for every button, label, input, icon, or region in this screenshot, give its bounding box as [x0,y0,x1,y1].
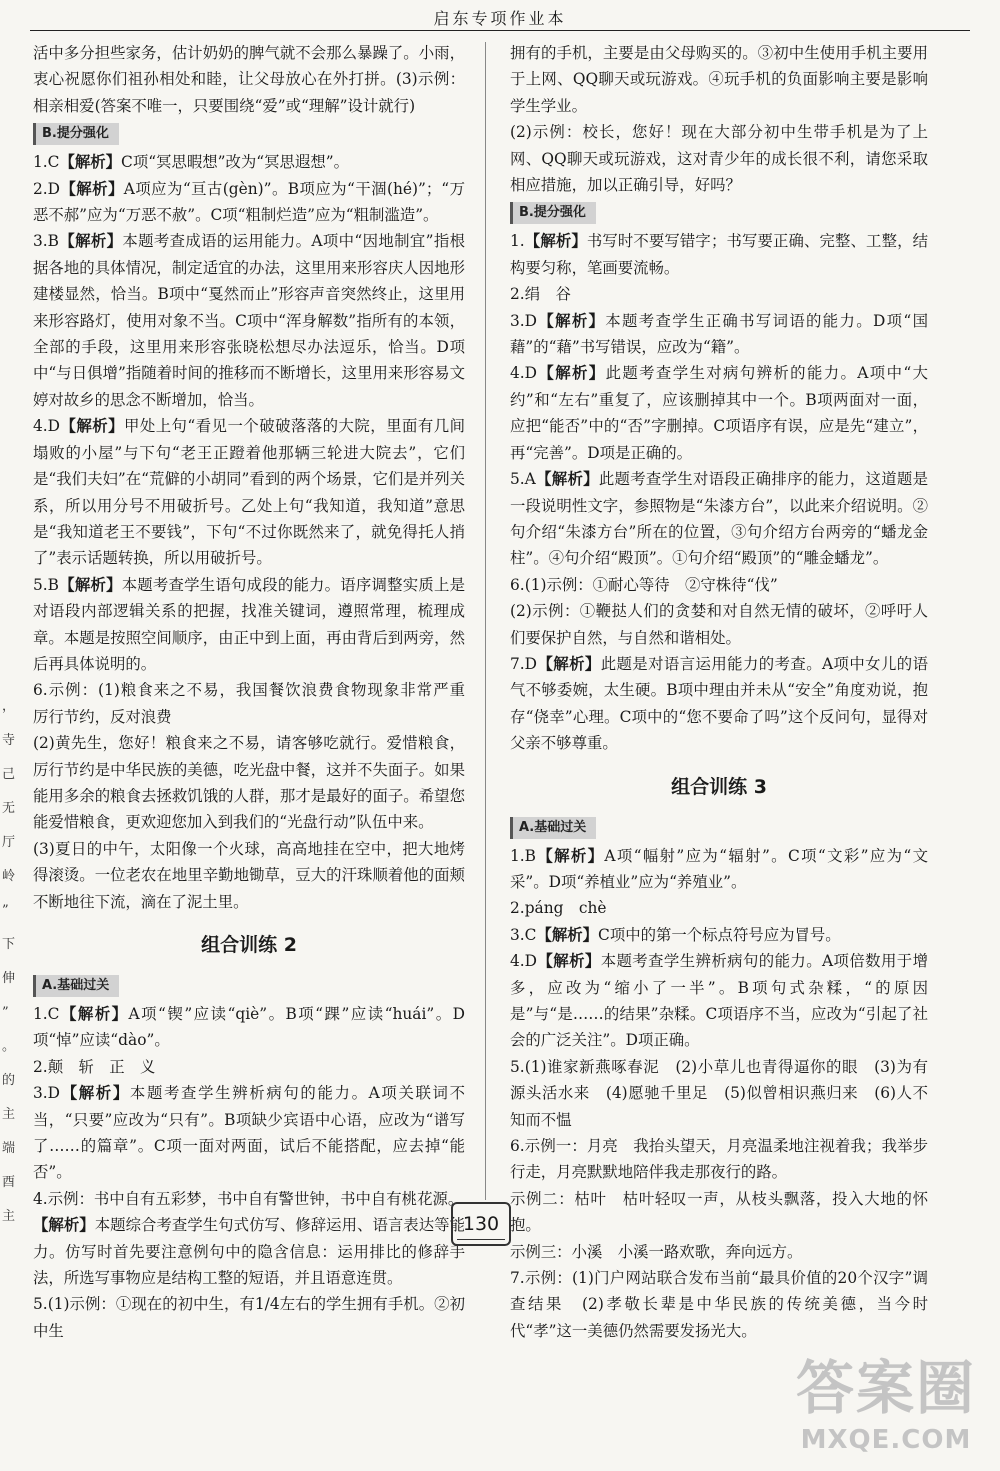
answer-number: 7.D [510,654,538,673]
margin-scrap-char: 岭 [2,869,16,884]
answer-paragraph [33,228,465,413]
answer-paragraph [510,598,928,651]
analysis-tag: 【解析】 [60,179,124,198]
answer-text: 本题考查学生正确书写词语的能力。D项“国藉”的“藉”书写错误，应改为“籍”。 [510,311,928,357]
answer-number: 5.B [33,575,59,594]
analysis-tag: 【解析】 [60,417,124,436]
analysis-tag: 【解析】 [59,1005,129,1023]
analysis-tag: 【解析】 [59,153,122,172]
answer-text: C项中的第一个标点符号应为冒号。 [598,925,841,944]
answer-paragraph [510,895,928,921]
margin-scrap-char: ， [2,699,16,714]
answer-number: 6. [510,575,525,594]
answer-text: (1)谁家新燕啄春泥 (2)小草儿也青得逼你的眼 (3)为有源头活水来 (4)愿驰千里足 (5)似曾相识燕归来 (6)人不知而不愠 [510,1057,928,1129]
answer-paragraph [33,1080,465,1186]
answer-number: 2. [510,899,525,918]
analysis-tag: 【解析】 [537,311,606,330]
margin-scrap-char: ” [2,903,9,918]
answer-text: 活中多分担些家务，估计奶奶的脾气就不会那么暴躁了。小雨，衷心祝愿你们祖孙相处和睦，让父母放心在外打拼。(3)示例：相亲相爱(答案不唯一，只要围绕“爱”或“理解”设计就行) [33,44,465,115]
answer-paragraph [510,922,928,948]
section-badge: A.基础过关 [510,817,596,839]
answer-paragraph [510,40,928,119]
answer-text: (1)示例：①耐心等待 ②守株待“伐” [524,575,778,594]
answer-number: 4.D [510,952,538,971]
answer-paragraph [510,843,928,896]
analysis-tag: 【解析】 [537,952,601,971]
answer-number: 5.A [510,470,536,489]
answer-text: 本题考查学生辨析病句的能力。A项关联词不当，“只要”应改为“只有”。B项缺少宾语中心语，应改为“谱写了……的篇章”。C项一面对两面，试后不能搭配，应去掉“能否”。 [33,1084,465,1182]
answer-text: 此题考查学生对病句辨析的能力。A项中“大约”和“左右”重复了，应该删掉其中一个。B项两面对一面，应把“能否”中的“否”字删掉。C项语序有误，应是先“建立”，再“完善”。D项是正确的。 [510,364,928,462]
answer-text: (2)示例：①鞭挞人们的贪婪和对自然无情的破坏，②呼吁人们要保护自然，与自然和谐相处。 [510,602,928,647]
answer-text: 此题是对语言运用能力的考查。A项中女儿的语气不够委婉，太生硬。B项中理由并未从“安全”角度劝说，抱存“侥幸”心理。C项中的“您不要命了吗”这个反问句，显得对父亲不够尊重。 [510,654,928,753]
answer-paragraph [33,149,465,175]
answer-paragraph [33,1186,465,1212]
analysis-tag: 【解析】 [60,1084,130,1103]
answer-number: 2.D [33,179,61,198]
answer-paragraph [510,308,928,361]
answer-text: 绢 谷 [524,285,571,304]
answer-text: (2)示例：校长，您好！现在大部分初中生带手机是为了上网、QQ聊天或玩游戏，这对青少年的成长很不利，请您采取相应措施，加以正确引导，好吗？ [510,123,928,195]
answer-paragraph [510,1265,928,1344]
section-badge-row [33,971,465,1001]
margin-scrap-char: 主 [2,1107,16,1122]
answer-text: 示例：(1)粮食来之不易，我国餐饮浪费食物现象非常严重 厉行节约，反对浪费 [33,681,481,726]
answer-text: 示例：书中自有五彩梦，书中自有警世钟，书中自有桃花源。 [47,1189,464,1208]
analysis-tag: 【解析】 [33,1216,95,1235]
answer-text: 拥有的手机，主要是由父母购买的。③初中生使用手机主要用于上网、QQ聊天或玩游戏。④玩手机的负面影响主要是影响学生学业。 [510,44,928,115]
answer-paragraph [33,836,465,915]
answer-text: páng chè [524,899,607,918]
answer-text: (2)黄先生，您好！粮食来之不易，请客够吃就行。爱惜粮食，厉行节约是中华民族的美德，吃光盘中餐，这并不失面子。如果能用多余的粮食去拯救饥饿的人群，那才是最好的面子。希望您能爱惜粮食，更欢迎您加入到我们的“光盘行动”队伍中来。 [33,734,465,832]
answer-paragraph [510,281,928,307]
answer-text: 此题考查学生对语段正确排序的能力，这道题是一段说明性文字，参照物是“朱漆方台”，以此来介绍说明。②句介绍“朱漆方台”所在的位置，③句介绍方台两旁的“蟠龙金柱”。④句介绍“殿顶”。①句介绍“殿顶”的“雕金蟠龙”。 [510,470,928,568]
answer-text: (1)示例：①现在的初中生，有1/4左右的学生拥有手机。②初中生 [33,1295,465,1340]
margin-scrap-char: 无 [2,801,16,816]
analysis-tag: 【解析】 [536,925,599,944]
margin-scrap-char: 。 [2,1039,16,1054]
section-title: 组合训练 2 [201,934,297,956]
answer-text: 示例一：月亮 我抬头望天，月亮温柔地注视着我；我举步行走，月亮默默地陪伴我走那夜行的路。 [510,1137,928,1182]
answer-number: 1. [510,232,525,251]
analysis-tag: 【解析】 [537,364,606,383]
answer-text: 本题考查学生语句成段的能力。语序调整实质上是对语段内部逻辑关系的把握，找准关键词，遵照常理，梳理成章。本题是按照空间顺序，由正中到上面，再由背后到两旁，然后再具体说明的。 [33,575,465,673]
answer-number: 1.B [510,846,536,865]
answer-text: A项“锲”应读“qiè”。B项“踝”应读“huái”。D项“悼”应读“dào”。 [33,1005,465,1050]
running-header [30,0,970,32]
answer-text: 颠 斩 正 义 [47,1057,156,1076]
answer-paragraph [510,948,928,1054]
answer-paragraph [510,1054,928,1133]
answer-paragraph [33,1001,465,1054]
margin-scrap-char: 寺 [2,733,16,748]
answer-paragraph [510,651,928,757]
answer-paragraph [510,572,928,598]
answer-paragraph [510,228,928,281]
answer-paragraph [510,119,928,198]
answer-number: 6. [33,681,48,700]
right-column [510,40,928,1344]
analysis-tag: 【解析】 [535,470,599,489]
answer-text: C项“冥思暇想”改为“冥思遐想”。 [121,153,349,172]
answer-number: 3.B [33,232,59,251]
answer-number: 7. [510,1269,525,1288]
margin-scrap-char: 的 [2,1073,16,1088]
answer-text: 甲处上句“看见一个破破落落的大院，里面有几间塌败的小屋”与下句“老王正蹬着他那辆三轮进大院去”，它们是“我们夫妇”在“荒僻的小胡同”看到的两个场景，它们是并列关系，所以用分号不用破折号。乙处上句“我知道，我知道”意思是“我知道老王不要钱”，下句“不过你既然来了，就免得托人捎了”表示话题转换，所以用破折号。 [33,417,465,568]
answer-number: 4. [33,1189,48,1208]
answer-text: 书写时不要写错字；书写要正确、完整、工整，结构要匀称，笔画要流畅。 [510,232,928,277]
margin-scrap-char: ” [2,1005,9,1020]
section-badge: A.基础过关 [33,975,119,997]
answer-text: A项“幅射”应为“辐射”。C项“文彩”应为“文采”。D项“养植业”应为“养殖业”。 [510,846,928,891]
answer-paragraph [510,1239,928,1265]
answer-paragraph [33,730,465,836]
answer-text: A项应为“亘古(gèn)”。B项应为“干涸(hé)”；“万恶不郝”应为“万恶不赦”。C项“粗制烂造”应为“粗制滥造”。 [33,179,465,225]
answer-paragraph [33,1212,465,1291]
answer-number: 2. [33,1057,48,1076]
answer-text: 示例二：枯叶 枯叶轻叹一声，从枝头飘落，投入大地的怀抱。 [510,1189,928,1235]
answer-paragraph [33,413,465,571]
answer-number: 6. [510,1137,525,1156]
answer-paragraph [33,1291,465,1344]
section-title: 组合训练 3 [671,775,767,798]
answer-paragraph [33,176,465,229]
margin-scrap-char: 酉 [2,1175,16,1190]
analysis-tag: 【解析】 [536,846,605,865]
answer-paragraph [33,40,465,119]
section-badge: B.提分强化 [510,202,596,224]
margin-scrap-char: 伸 [2,971,16,986]
section-badge: B.提分强化 [33,123,119,145]
watermark-logo [786,1353,986,1465]
answer-number: 3.D [510,311,538,330]
answer-number: 3.C [510,925,537,944]
answer-paragraph [33,572,465,678]
margin-scrap-char: 端 [2,1141,16,1156]
section-badge-row [510,813,928,843]
margin-scrap-char: 下 [2,937,16,952]
analysis-tag: 【解析】 [524,232,587,251]
answer-paragraph [510,1186,928,1239]
answer-text: 本题考查学生辨析病句的能力。A项倍数用于增多，应改为“缩小了一半”。B项句式杂糅，“的原因是”与“是……的结果”杂糅。C项语序不当，应改为“引起了社会的广泛关注”。D项正确。 [510,952,928,1050]
answer-text: 示例三：小溪 小溪一路欢歌，奔向远方。 [510,1242,803,1261]
answer-paragraph [33,677,481,730]
answer-text: (3)夏日的中午，太阳像一个火球，高高地挂在空中，把大地烤得滚烫。一位老农在地里辛勤地锄草，豆大的汗珠顺着他的面颊不断地往下流，滴在了泥土里。 [33,839,465,911]
answer-number: 2. [510,285,525,304]
answer-number: 4.D [33,417,61,436]
answer-number: 1.C [33,153,60,172]
analysis-tag: 【解析】 [59,575,122,594]
answer-paragraph [510,360,928,466]
answer-number: 3.D [33,1084,61,1103]
watermark-text: 答案圈 [795,1354,976,1422]
answer-number: 5. [510,1057,525,1076]
left-margin-scraps [2,690,14,1234]
answer-paragraph [33,1054,465,1080]
watermark-url: MXQE.COM [800,1425,972,1455]
margin-scrap-char: 厅 [2,835,16,850]
answer-number: 1.C [33,1005,60,1023]
section-badge-row [510,198,928,228]
column-divider [485,42,486,1200]
margin-scrap-char: 主 [2,1209,16,1224]
answer-text: 本题综合考查学生句式仿写、修辞运用、语言表达等能力。仿写时首先要注意例句中的隐含信息：运用排比的修辞手法，所选写事物应是结构工整的短语，并且语意连贯。 [33,1216,465,1288]
answer-paragraph [510,466,928,572]
analysis-tag: 【解析】 [537,654,601,673]
section-badge-row [33,119,465,149]
header-title: 启东专项作业本 [433,9,567,28]
analysis-tag: 【解析】 [59,232,123,251]
answer-text: 示例：(1)门户网站联合发布当前“最具价值的20个汉字”调查结果 (2)孝敬长辈是中华民族的传统美德，当今时代“孝”这一美德仍然需要发扬光大。 [510,1269,928,1340]
header-rule [30,30,970,31]
answer-number: 5. [33,1295,48,1314]
margin-scrap-char: 己 [2,767,16,782]
answer-number: 4.D [510,364,538,383]
answer-paragraph [510,1133,928,1186]
answer-text: 本题考查成语的运用能力。A项中“因地制宜”指根据各地的具体情况，制定适宜的办法，这里用来形容庆人因地形建楼显然，恰当。B项中“戛然而止”形容声音突然终止，这里用来形容路灯，使用对象不当。C项中“浑身解数”指所有的本领，全部的手段，这里用来形容张晓松想尽办法逗乐，恰当。D项中“与日俱增”指随着时间的推移而不断增长，这里用来形容易文婷对故乡的思念不断增加，恰当。 [33,232,465,409]
page-number: 130 [451,1202,511,1246]
